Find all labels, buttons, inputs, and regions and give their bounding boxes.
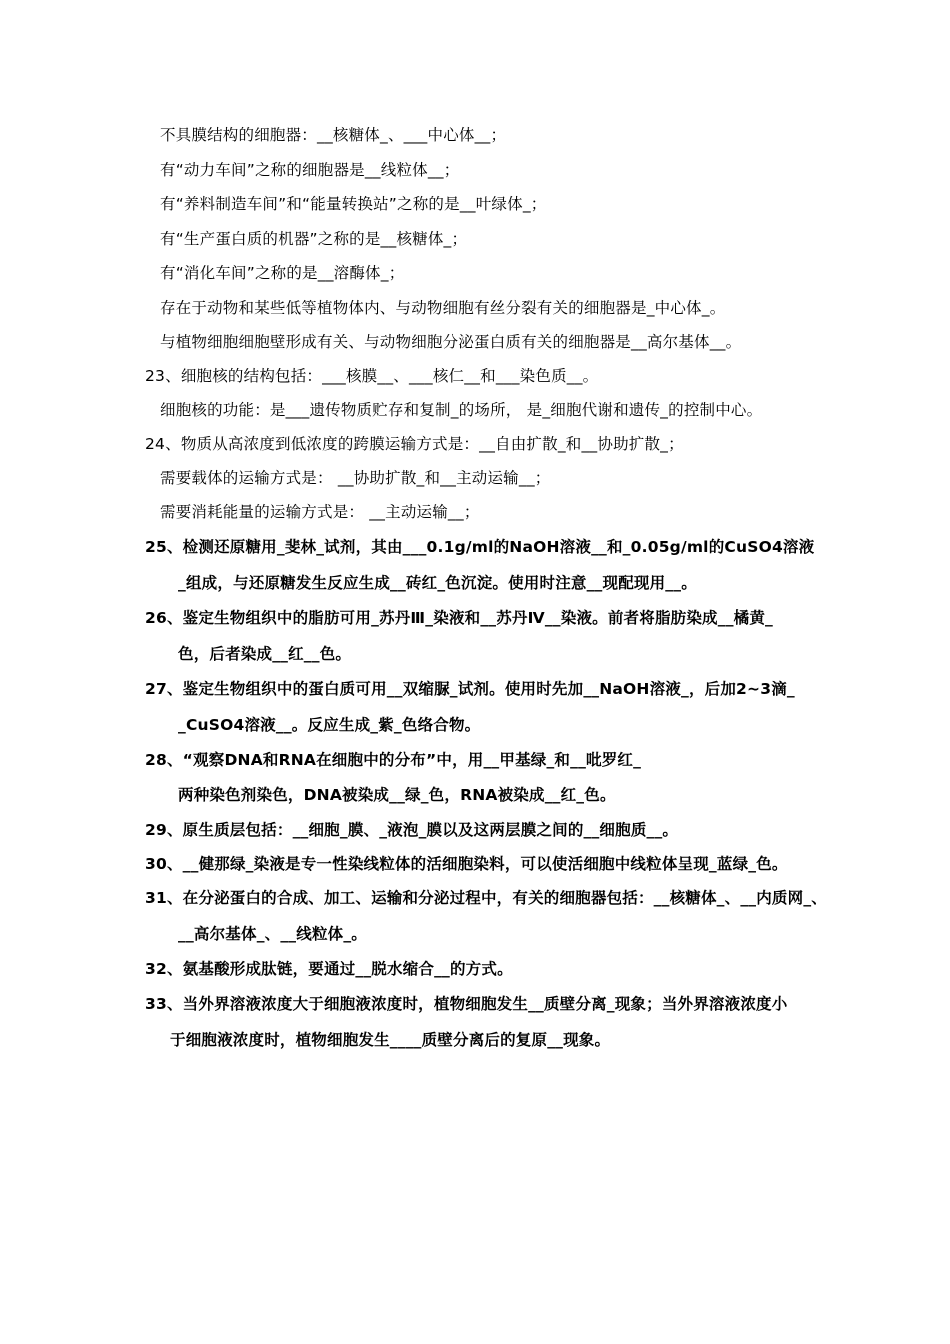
text-line-25: 32、氨基酸形成肽链，要通过__脱水缩合__的方式。: [145, 960, 513, 978]
text-line-24: __高尔基体_、__线粒体_。: [178, 925, 368, 943]
text-line-5: 有“消化车间”之称的是__溶酶体_；: [160, 264, 405, 282]
text-line-9: 细胞核的功能：是___遗传物质贮存和复制_的场所， 是_细胞代谢和遗传_的控制中心。: [160, 401, 763, 419]
text-line-4: 有“生产蛋白质的机器”之称的是__核糖体_；: [160, 230, 468, 248]
text-line-27: 于细胞液浓度时，植物细胞发生____质壁分离后的复原__现象。: [170, 1031, 611, 1049]
text-line-10: 24、物质从高浓度到低浓度的跨膜运输方式是：__自由扩散_和__协助扩散_；: [145, 435, 684, 453]
text-line-12: 需要消耗能量的运输方式是： __主动运输__；: [160, 503, 480, 521]
text-line-3: 有“养料制造车间”和“能量转换站”之称的是__叶绿体_；: [160, 195, 547, 213]
text-line-22: 30、__健那绿_染液是专一性染线粒体的活细胞染料，可以使活细胞中线粒体呈现_蓝绿_色。: [145, 855, 788, 873]
text-line-6: 存在于动物和某些低等植物体内、与动物细胞有丝分裂有关的细胞器是_中心体_。: [160, 299, 726, 317]
text-line-16: 色，后者染成__红__色。: [178, 645, 352, 663]
text-line-17: 27、鉴定生物组织中的蛋白质可用__双缩脲_试剂。使用时先加__NaOH溶液_，后加2~3滴_: [145, 680, 795, 698]
text-line-20: 两种染色剂染色，DNA被染成__绿_色，RNA被染成__红_色。: [178, 786, 616, 804]
text-line-18: _CuSO4溶液__。反应生成_紫_色络合物。: [178, 716, 481, 734]
text-line-21: 29、原生质层包括：__细胞_膜、_液泡_膜以及这两层膜之间的__细胞质__。: [145, 821, 679, 839]
text-line-11: 需要载体的运输方式是： __协助扩散_和__主动运输__；: [160, 469, 551, 487]
text-line-26: 33、当外界溶液浓度大于细胞液浓度时，植物细胞发生__质壁分离_现象；当外界溶液浓度小: [145, 995, 788, 1013]
text-line-19: 28、“观察DNA和RNA在细胞中的分布”中，用__甲基绿_和__吡罗红_: [145, 751, 642, 769]
text-line-13: 25、检测还原糖用_斐林_试剂，其由___0.1g/ml的NaOH溶液__和_0.05g/ml的CuSO4溶液: [145, 538, 815, 556]
text-line-15: 26、鉴定生物组织中的脂肪可用_苏丹Ⅲ_染液和__苏丹Ⅳ__染液。前者将脂肪染成__橘黄_: [145, 609, 774, 627]
text-line-23: 31、在分泌蛋白的合成、加工、运输和分泌过程中，有关的细胞器包括：__核糖体_、__内质网_、: [145, 889, 827, 907]
text-line-8: 23、细胞核的结构包括：___核膜__、___核仁__和___染色质__。: [145, 367, 599, 385]
text-line-1: 不具膜结构的细胞器：__核糖体_、___中心体__；: [160, 126, 507, 144]
text-line-14: _组成，与还原糖发生反应生成__砖红_色沉淀。使用时注意__现配现用__。: [178, 574, 697, 592]
text-line-2: 有“动力车间”之称的细胞器是__线粒体__；: [160, 161, 460, 179]
text-line-7: 与植物细胞细胞壁形成有关、与动物细胞分泌蛋白质有关的细胞器是__高尔基体__。: [160, 333, 742, 351]
